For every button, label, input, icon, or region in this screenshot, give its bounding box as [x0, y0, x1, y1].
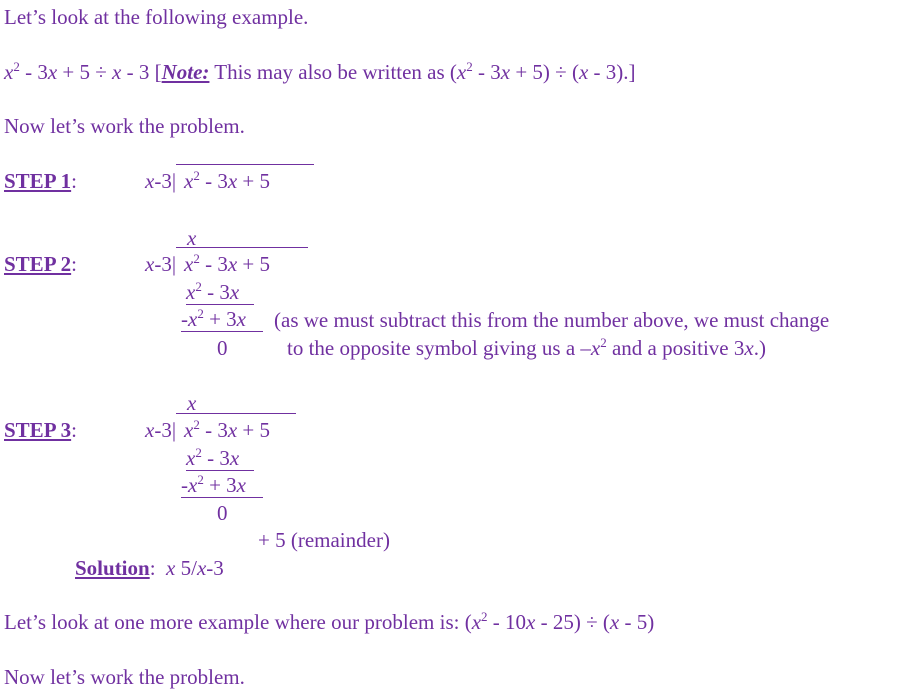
step3-remainder: + 5 (remainder)	[258, 528, 390, 552]
intro-text: Let’s look at the following example.	[4, 5, 309, 29]
more-example-text: Let’s look at one more example where our problem is: $(x^2 - 10x - 25) \div (x - 5)$	[4, 609, 655, 634]
work-intro-2: Now let’s work the problem.	[4, 665, 245, 689]
step1-label: STEP 1:	[4, 169, 77, 193]
step3-dividend: $x^2 - 3x + 5$	[176, 413, 296, 442]
step3-sub1: $x^2 - 3x$	[186, 446, 254, 471]
step2-sub2: $-x^2 + 3x$	[181, 307, 263, 332]
step2-divisor: x-3|	[145, 252, 177, 276]
step3-quotient: x	[187, 391, 197, 415]
step2-label: STEP 2:	[4, 252, 77, 276]
step2-note-line2: to the opposite symbol giving us a $-x^2$ and a positive 3x.)	[287, 335, 766, 360]
step1-dividend: $x^2 - 3x + 5$	[176, 164, 314, 193]
step3-divisor: x-3|	[145, 418, 177, 442]
example-expression: $x^2 - 3x + 5 \div x - 3$ [Note: This may also be written as $(x^2 - 3x + 5) \div (x - 3)$.]	[4, 59, 636, 84]
step2-note-line1: (as we must subtract this from the number above, we must change	[274, 308, 830, 332]
step2-zero: 0	[217, 336, 228, 360]
work-intro: Now let’s work the problem.	[4, 114, 245, 138]
step2-sub1: $x^2 - 3x$	[186, 280, 254, 305]
step2-dividend: $x^2 - 3x + 5$	[176, 247, 308, 276]
step3-sub2: $-x^2 + 3x$	[181, 473, 263, 498]
step1-divisor: x-3|	[145, 169, 177, 193]
step2-quotient: x	[187, 226, 197, 250]
note-label: Note:	[161, 60, 210, 84]
solution: Solution: x 5/x-3	[75, 556, 224, 580]
step3-zero: 0	[217, 501, 228, 525]
step3-label: STEP 3:	[4, 418, 77, 442]
